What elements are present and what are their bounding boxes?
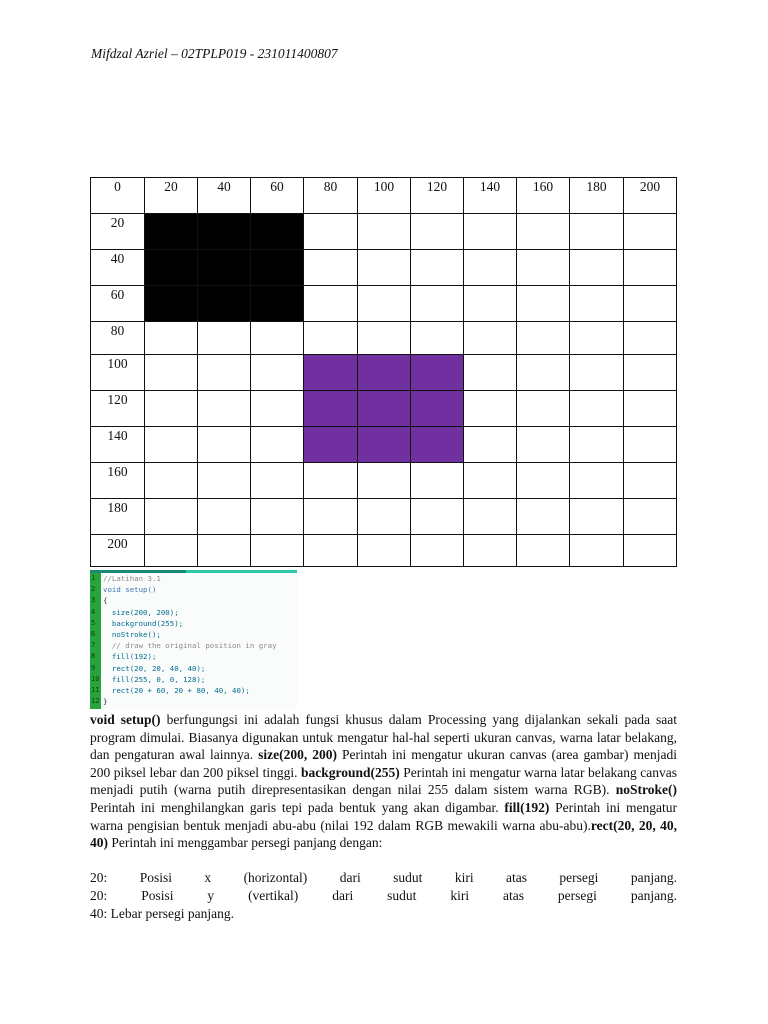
purple-cell — [304, 391, 358, 427]
grid-cell — [251, 322, 304, 355]
grid-cell — [145, 427, 198, 463]
grid-cell — [570, 499, 624, 535]
code-text: void setup() — [103, 585, 157, 595]
column-label: 100 — [358, 178, 411, 214]
grid-cell — [411, 499, 464, 535]
line-number: 11 — [91, 686, 100, 694]
code-line — [90, 640, 297, 651]
grid-cell — [358, 250, 411, 286]
grid-cell — [517, 286, 570, 322]
grid-cell — [464, 463, 517, 499]
black-cell — [251, 286, 304, 322]
code-line — [90, 607, 297, 618]
grid-cell — [198, 463, 251, 499]
row-label: 140 — [91, 427, 145, 463]
purple-cell — [304, 427, 358, 463]
list-word: (vertikal) — [248, 888, 299, 903]
column-label: 120 — [411, 178, 464, 214]
code-line — [90, 663, 297, 674]
code-text: //Latihan 3.1 — [103, 574, 161, 583]
list-word: atas — [503, 888, 524, 903]
grid-cell — [411, 286, 464, 322]
line-number: 6 — [91, 630, 96, 638]
line-number: 5 — [91, 618, 96, 627]
code-line — [90, 674, 297, 685]
grid-cell — [251, 499, 304, 535]
grid-cell — [198, 355, 251, 391]
list-word: Posisi — [141, 888, 174, 903]
grid-cell — [411, 250, 464, 286]
grid-cell — [411, 214, 464, 250]
grid-cell — [358, 499, 411, 535]
column-label: 80 — [304, 178, 358, 214]
list-word: sudut — [393, 870, 423, 885]
grid-cell — [411, 322, 464, 355]
list-word: atas — [506, 870, 527, 885]
grid-cell — [304, 214, 358, 250]
grid-cell — [198, 322, 251, 355]
list-word: kiri — [454, 870, 474, 885]
purple-cell — [358, 427, 411, 463]
purple-cell — [358, 355, 411, 391]
grid-cell — [624, 286, 677, 322]
grid-cell — [517, 535, 570, 567]
list-item-x — [90, 869, 677, 887]
grid-cell — [570, 214, 624, 250]
grid-cell — [517, 322, 570, 355]
grid-cell — [517, 250, 570, 286]
purple-cell — [411, 427, 464, 463]
row-label: 60 — [91, 286, 145, 322]
black-cell — [145, 214, 198, 250]
grid-cell — [145, 391, 198, 427]
grid-cell — [304, 250, 358, 286]
code-line — [90, 651, 297, 662]
grid-cell — [464, 214, 517, 250]
line-number: 8 — [91, 652, 96, 661]
grid-cell — [358, 214, 411, 250]
grid-cell — [251, 427, 304, 463]
row-label: 20 — [91, 214, 145, 250]
code-line — [90, 685, 297, 696]
list-item-y — [90, 887, 677, 905]
row-label: 200 — [91, 535, 145, 567]
grid-cell — [517, 499, 570, 535]
term-background: background(255) — [300, 764, 400, 780]
code-text: fill(192); — [103, 652, 157, 662]
list-word: 20: — [90, 888, 108, 903]
black-cell — [145, 250, 198, 286]
grid-cell — [624, 355, 677, 391]
coordinate-grid — [90, 177, 677, 567]
grid-cell — [517, 427, 570, 463]
grid-cell — [570, 355, 624, 391]
row-label: 120 — [91, 391, 145, 427]
grid-cell — [464, 355, 517, 391]
list-word: persegi — [557, 888, 597, 903]
grid-cell — [251, 355, 304, 391]
grid-cell — [198, 499, 251, 535]
column-label: 140 — [464, 178, 517, 214]
code-line — [90, 573, 297, 584]
list-word: panjang. — [630, 870, 677, 885]
grid-cell — [464, 250, 517, 286]
code-text: rect(20 + 60, 20 + 80, 40, 40); — [103, 686, 250, 695]
grid-cell — [304, 499, 358, 535]
line-number: 9 — [91, 663, 96, 672]
term-rect: rect(20, 20, 40, 40) — [90, 817, 677, 851]
list-item-width: 40: Lebar persegi panjang. — [90, 906, 234, 921]
list-word: dari — [332, 888, 354, 903]
purple-cell — [411, 391, 464, 427]
code-text: background(255); — [103, 618, 184, 628]
column-label: 160 — [517, 178, 570, 214]
grid-cell — [251, 391, 304, 427]
purple-cell — [358, 391, 411, 427]
grid-cell — [517, 214, 570, 250]
grid-cell — [198, 427, 251, 463]
grid-cell — [304, 286, 358, 322]
grid-cell — [517, 463, 570, 499]
row-label: 40 — [91, 250, 145, 286]
list-word: (horizontal) — [243, 870, 308, 885]
grid-cell — [570, 322, 624, 355]
grid-cell — [358, 463, 411, 499]
grid-cell — [304, 535, 358, 567]
list-word: 20: — [90, 870, 108, 885]
line-number: 3 — [91, 596, 96, 605]
code-screenshot — [90, 570, 297, 709]
list-word: y — [207, 888, 215, 903]
black-cell — [198, 250, 251, 286]
grid-cell — [464, 499, 517, 535]
grid-cell — [624, 463, 677, 499]
grid-cell — [624, 214, 677, 250]
term-fill: fill(192) — [504, 799, 550, 815]
grid-cell — [464, 322, 517, 355]
grid-cell — [570, 250, 624, 286]
list-word: kiri — [450, 888, 470, 903]
line-number: 4 — [91, 607, 96, 616]
black-cell — [198, 286, 251, 322]
grid-cell — [358, 535, 411, 567]
term-setup: void setup() — [90, 712, 161, 727]
grid-cell — [251, 535, 304, 567]
line-number: 7 — [91, 641, 96, 650]
list-word: persegi — [559, 870, 599, 885]
grid-cell — [145, 355, 198, 391]
black-cell — [198, 214, 251, 250]
list-word: dari — [339, 870, 361, 885]
code-text: { — [103, 596, 108, 606]
code-text: rect(20, 20, 40, 40); — [103, 663, 206, 673]
row-label: 100 — [91, 355, 145, 391]
grid-cell — [304, 463, 358, 499]
grid-cell — [198, 535, 251, 567]
grid-cell — [411, 463, 464, 499]
grid-cell — [145, 322, 198, 355]
purple-cell — [411, 355, 464, 391]
line-number: 2 — [91, 585, 96, 594]
grid-cell — [624, 427, 677, 463]
code-text: fill(255, 0, 0, 128); — [103, 674, 206, 684]
term-nostroke: noStroke() — [615, 782, 677, 798]
column-label: 20 — [145, 178, 198, 214]
grid-cell — [145, 463, 198, 499]
grid-cell — [570, 535, 624, 567]
grid-cell — [624, 499, 677, 535]
code-text: size(200, 200); — [103, 607, 179, 617]
grid-cell — [517, 391, 570, 427]
black-cell — [145, 286, 198, 322]
row-label: 80 — [91, 322, 145, 355]
explanation-paragraph: void setup() berfungungsi ini adalah fungsi khusus dalam Processing yang dijalankan sekali pada saat program dimulai. Biasanya digunakan untuk mengatur hal-hal seperti ukuran canvas, warna latar belakang, dan pengaturan awal lainnya. size(200, 200) Perintah ini mengatur ukuran canvas (area gambar) menjadi 200 piksel lebar dan 200 piksel tinggi. background(255) Perintah ini mengatur warna latar belakang canvas menjadi putih (warna putih direpresentasikan dengan nilai 255 dalam sistem warna RGB). noStroke() Perintah ini menghilangkan garis tepi pada bentuk yang akan digambar. fill(192) Perintah ini mengatur warna pengisian bentuk menjadi abu-abu (nilai 192 dalam RGB mewakili warna abu-abu).rect(20, 20, 40, 40) Perintah ini menggambar persegi panjang dengan: — [90, 712, 678, 851]
code-line — [90, 629, 297, 640]
grid-cell — [570, 391, 624, 427]
black-cell — [251, 250, 304, 286]
grid-cell — [624, 250, 677, 286]
grid-cell — [358, 322, 411, 355]
grid-cell — [464, 427, 517, 463]
grid-cell — [358, 286, 411, 322]
grid-cell — [570, 286, 624, 322]
code-line — [90, 618, 297, 629]
list-word: x — [204, 870, 212, 885]
grid-cell — [517, 355, 570, 391]
code-text: } — [103, 697, 108, 707]
grid-cell — [304, 322, 358, 355]
row-label: 160 — [91, 463, 145, 499]
code-text: noStroke(); — [103, 630, 161, 639]
grid-cell — [624, 535, 677, 567]
grid-cell — [570, 463, 624, 499]
line-number: 12 — [91, 697, 100, 706]
purple-cell — [304, 355, 358, 391]
column-label: 200 — [624, 178, 677, 214]
code-text: // draw the original position in gray — [103, 641, 277, 651]
row-label: 180 — [91, 499, 145, 535]
grid-cell — [145, 535, 198, 567]
column-label: 180 — [570, 178, 624, 214]
grid-cell — [251, 463, 304, 499]
black-cell — [251, 214, 304, 250]
code-line — [90, 595, 297, 606]
list-word: sudut — [387, 888, 417, 903]
column-label: 40 — [198, 178, 251, 214]
grid-cell — [624, 391, 677, 427]
grid-cell — [570, 427, 624, 463]
line-number: 10 — [91, 674, 100, 683]
column-label: 0 — [91, 178, 145, 214]
grid-cell — [145, 499, 198, 535]
grid-cell — [464, 391, 517, 427]
term-size: size(200, 200) — [258, 747, 337, 763]
document-header: Mifdzal Azriel – 02TPLP019 - 231011400807 — [91, 46, 338, 61]
line-number: 1 — [91, 574, 96, 582]
grid-cell — [464, 286, 517, 322]
grid-cell — [411, 535, 464, 567]
list-word: panjang. — [630, 888, 677, 903]
code-line — [90, 584, 297, 595]
list-word: Posisi — [139, 870, 172, 885]
grid-cell — [464, 535, 517, 567]
code-line — [90, 696, 297, 707]
grid-cell — [624, 322, 677, 355]
column-label: 60 — [251, 178, 304, 214]
grid-cell — [198, 391, 251, 427]
